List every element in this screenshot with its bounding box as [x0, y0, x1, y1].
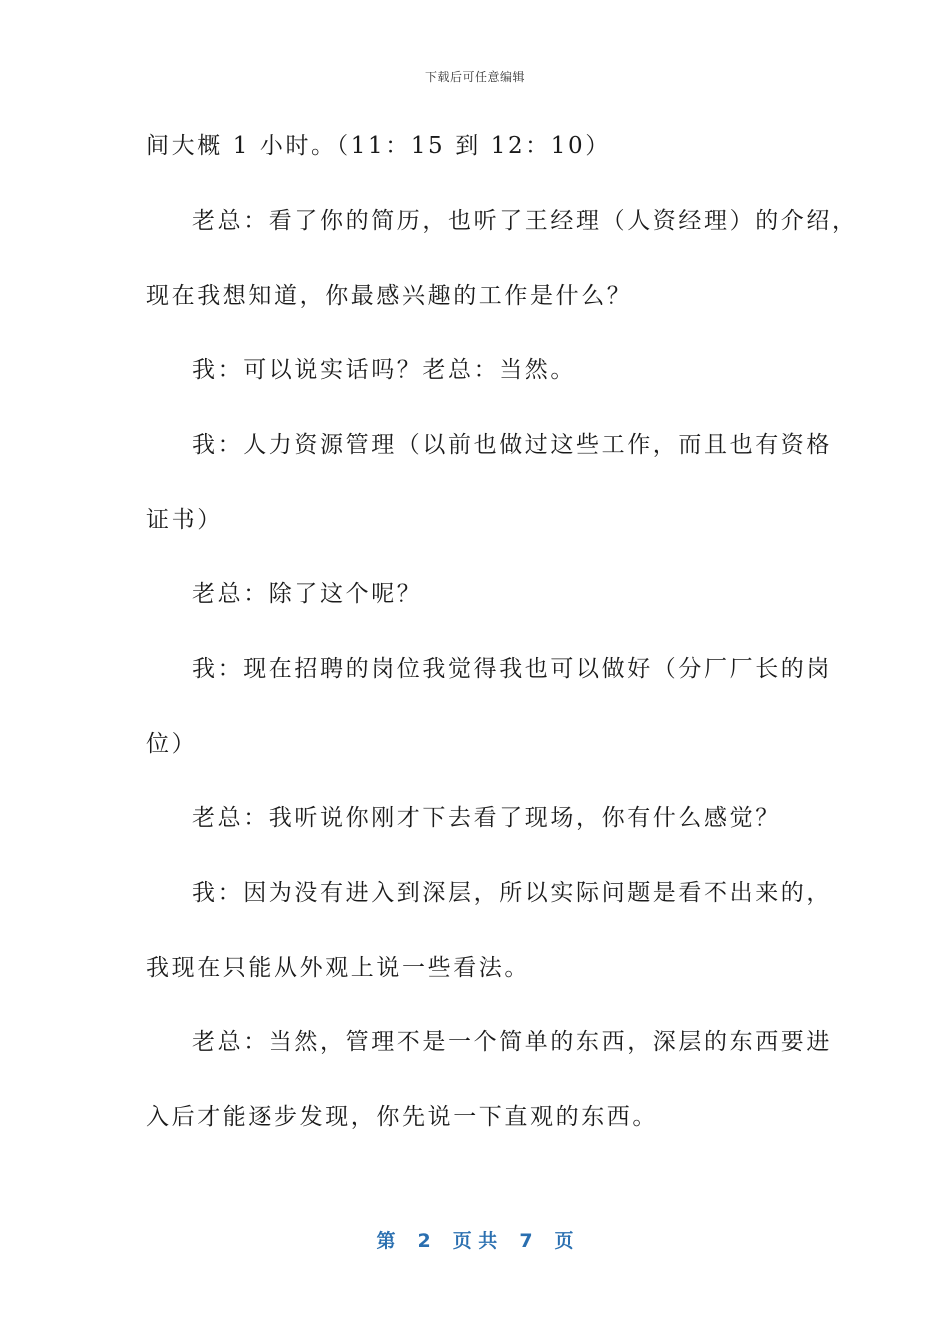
body-line: 老总：看了你的简历，也听了王经理（人资经理）的介绍， [192, 208, 858, 234]
body-line: 我：现在招聘的岗位我觉得我也可以做好（分厂厂长的岗 [192, 656, 832, 682]
page-suffix: 页 [554, 1230, 574, 1252]
page-total: 7 [519, 1230, 533, 1252]
body-line: 证书） [146, 507, 223, 533]
body-line: 我现在只能从外观上说一些看法。 [146, 955, 530, 981]
body-line: 老总：当然，管理不是一个简单的东西，深层的东西要进 [192, 1029, 832, 1055]
body-line: 老总：除了这个呢？ [192, 581, 423, 607]
header-note: 下载后可任意编辑 [424, 70, 525, 84]
body-line: 入后才能逐步发现，你先说一下直观的东西。 [146, 1104, 658, 1130]
body-line: 我：人力资源管理（以前也做过这些工作，而且也有资格 [192, 432, 832, 458]
page-current: 2 [417, 1230, 431, 1252]
body-line: 现在我想知道，你最感兴趣的工作是什么？ [146, 283, 633, 309]
page-number [0, 1226, 950, 1253]
body-line: 我：因为没有进入到深层，所以实际问题是看不出来的， [192, 880, 832, 906]
body-line: 间大概 1 小时。（11：15 到 12：10） [146, 133, 611, 159]
body-line: 位） [146, 731, 198, 757]
body-line: 老总：我听说你刚才下去看了现场，你有什么感觉？ [192, 805, 781, 831]
page-middle: 页 共 [452, 1230, 498, 1252]
body-line: 我：可以说实话吗？老总：当然。 [192, 357, 576, 383]
page-prefix: 第 [376, 1230, 396, 1252]
